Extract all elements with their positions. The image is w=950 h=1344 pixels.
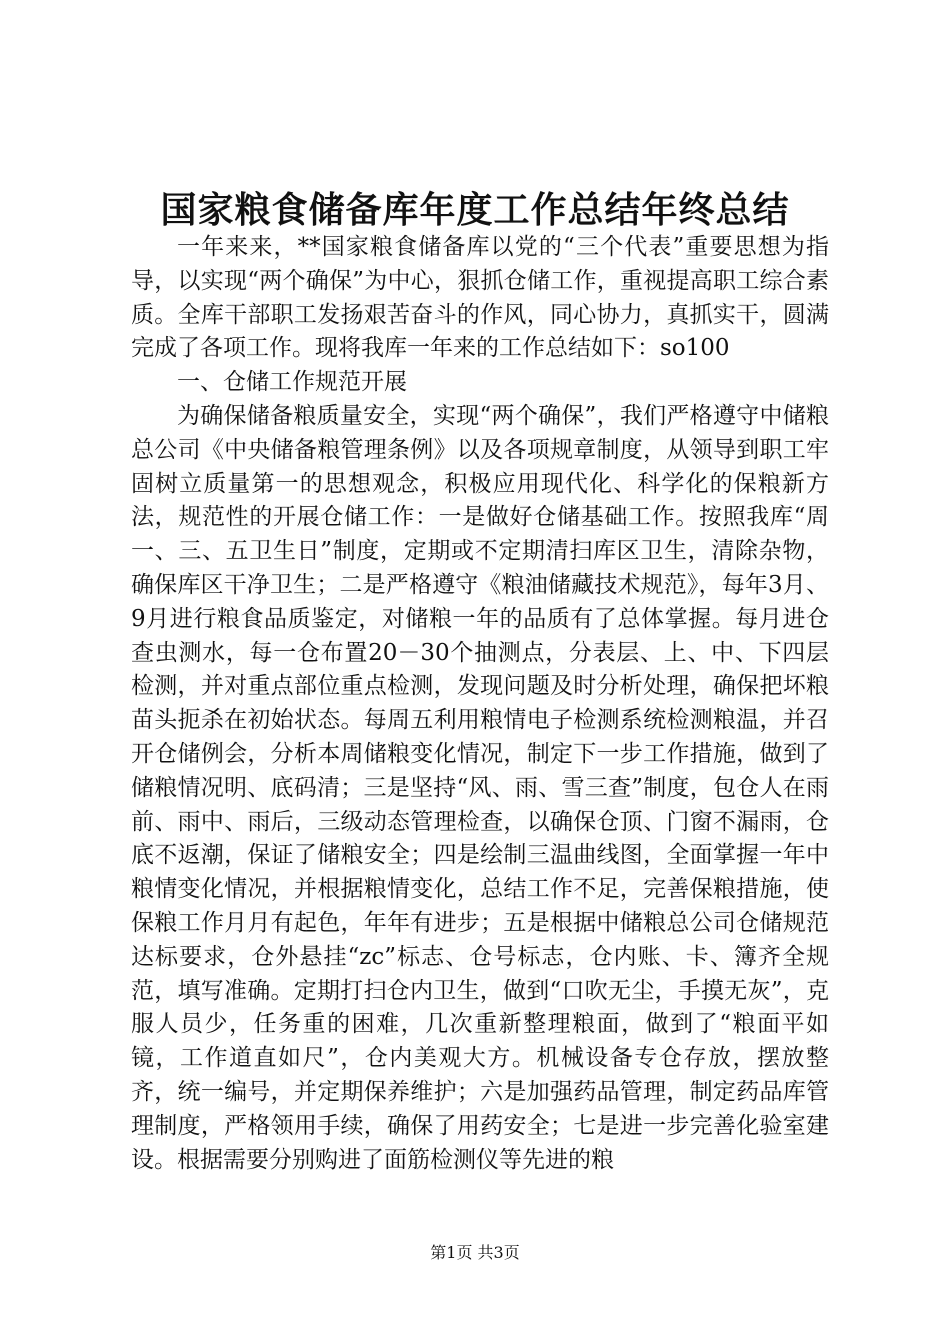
document-body [131,231,829,1177]
section-heading: 一、仓储工作规范开展 [177,369,407,396]
page-number: 第1页 共3页 [430,1243,520,1262]
document-title: 国家粮食储备库年度工作总结年终总结 [160,189,790,231]
intro-paragraph: 一年来来，**国家粮食储备库以党的“三个代表”重要思想为指导，以实现“两个确保”为中心，狠抓仓储工作，重视提高职工综合素质。全库干部职工发扬艰苦奋斗的作风，同心协力，真抓实干，圆满完成了各项工作。现将我库一年来的工作总结如下：so100 [131,234,829,362]
body-paragraph: 为确保储备粮质量安全，实现“两个确保”，我们严格遵守中储粮总公司《中央储备粮管理条例》以及各项规章制度，从领导到职工牢固树立质量第一的思想观念，积极应用现代化、科学化的保粮新方法，规范性的开展仓储工作：一是做好仓储基础工作。按照我库“周一、三、五卫生日”制度，定期或不定期清扫库区卫生，清除杂物，确保库区干净卫生；二是严格遵守《粮油储藏技术规范》，每年3月、9月进行粮食品质鉴定，对储粮一年的品质有了总体掌握。每月进仓查虫测水，每一仓布置20－30个抽测点，分表层、上、中、下四层检测，并对重点部位重点检测，发现问题及时分析处理，确保把坏粮苗头扼杀在初始状态。每周五利用粮情电子检测系统检测粮温，并召开仓储例会，分析本周储粮变化情况，制定下一步工作措施，做到了储粮情况明、底码清；三是坚持“风、雨、雪三查”制度，包仓人在雨前、雨中、雨后，三级动态管理检查，以确保仓顶、门窗不漏雨，仓底不返潮，保证了储粮安全；四是绘制三温曲线图，全面掌握一年中粮情变化情况，并根据粮情变化，总结工作不足，完善保粮措施，使保粮工作月月有起色，年年有进步；五是根据中储粮总公司仓储规范达标要求，仓外悬挂“zc”标志、仓号标志，仓内账、卡、簿齐全规范，填写准确。定期打扫仓内卫生，做到“口吹无尘，手摸无灰”，克服人员少，任务重的困难，几次重新整理粮面，做到了“粮面平如镜，工作道直如尺”，仓内美观大方。机械设备专仓存放，摆放整齐，统一编号，并定期保养维护；六是加强药品管理，制定药品库管理制度，严格领用手续，确保了用药安全；七是进一步完善化验室建设。根据需要分别购进了面筋检测仪等先进的粮 [131,402,829,1173]
